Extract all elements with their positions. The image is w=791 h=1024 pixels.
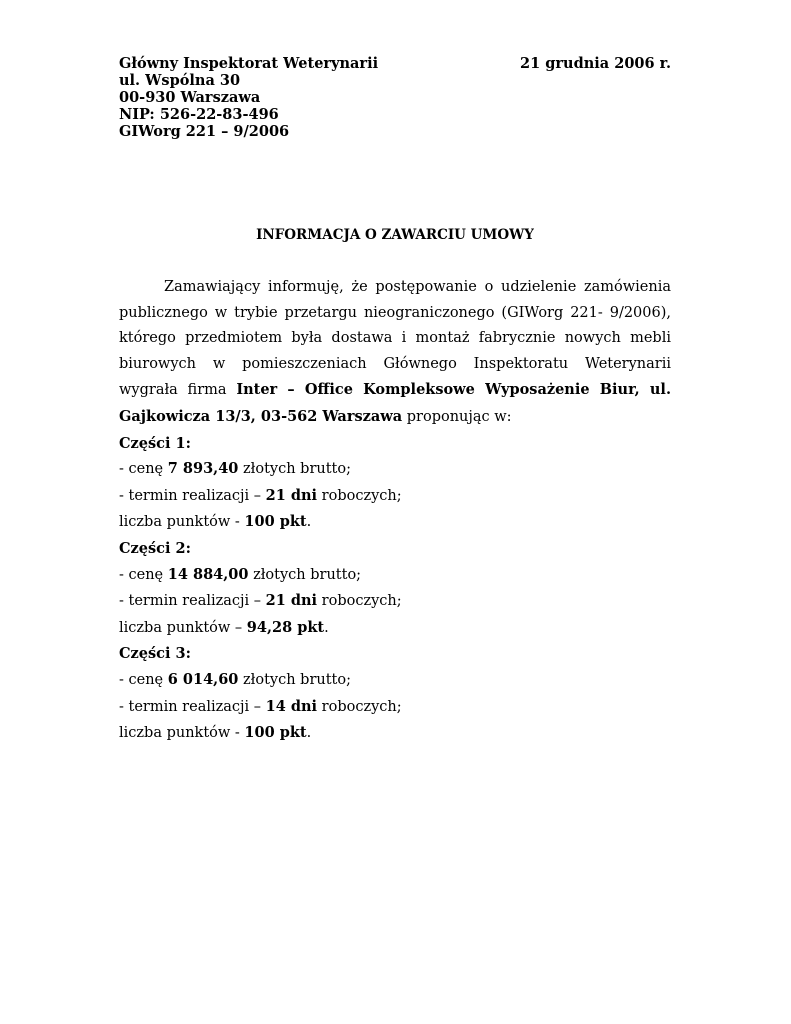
part-points: liczba punktów - 100 pkt.: [119, 724, 312, 742]
case-reference: GIWorg 221 – 9/2006: [119, 123, 290, 140]
part-2: [119, 536, 671, 641]
part-1: [119, 431, 671, 536]
part-term: - termin realizacji – 21 dni roboczych;: [119, 592, 402, 610]
part-heading: Części 3:: [119, 645, 191, 663]
part-term: - termin realizacji – 21 dni roboczych;: [119, 486, 402, 504]
intro-suffix: proponując w:: [402, 408, 512, 425]
part-price: - cenę 14 884,00 złotych brutto;: [119, 565, 362, 583]
part-heading: Części 2:: [119, 539, 191, 557]
sender-city: 00-930 Warszawa: [119, 89, 261, 106]
part-term: - termin realizacji – 14 dni roboczych;: [119, 697, 402, 715]
part-3: [119, 641, 671, 746]
part-price: - cenę 7 893,40 złotych brutto;: [119, 460, 351, 478]
part-price: - cenę 6 014,60 złotych brutto;: [119, 670, 351, 688]
price-value: 6 014,60: [167, 670, 239, 688]
term-value: 21 dni: [265, 592, 318, 610]
sender-nip: NIP: 526-22-83-496: [119, 106, 279, 123]
points-value: 94,28 pkt: [246, 618, 325, 636]
intro-text: Zamawiający informuję, że postępowanie o udzielenie zamówienia publicznego w trybie przetargu nieograniczonego (GIWorg 221- 9/2006), którego przedmiotem była dostawa i montaż fabrycznie nowych mebli biurowych w pomieszczeniach Głównego Inspektoratu Weterynarii wygrała firma: [119, 279, 671, 399]
winner-name: Inter – Office Kompleksowe Wyposażenie Biur, ul. Gajkowicza 13/3, 03-562 Warszawa: [119, 381, 671, 425]
document-title: INFORMACJA O ZAWARCIU UMOWY: [256, 227, 534, 243]
points-value: 100 pkt: [244, 513, 307, 531]
intro-paragraph: [119, 275, 671, 431]
part-heading: Części 1:: [119, 434, 191, 452]
term-value: 14 dni: [265, 697, 318, 715]
points-value: 100 pkt: [244, 724, 307, 742]
sender-street: ul. Wspólna 30: [119, 72, 241, 89]
sender-name: Główny Inspektorat Weterynarii: [119, 55, 379, 72]
document-body: [119, 275, 671, 747]
part-points: liczba punktów – 94,28 pkt.: [119, 618, 329, 636]
price-value: 14 884,00: [167, 565, 249, 583]
sender-header: [119, 55, 671, 140]
document-date: 21 grudnia 2006 r.: [520, 55, 671, 72]
term-value: 21 dni: [265, 486, 318, 504]
price-value: 7 893,40: [167, 460, 239, 478]
part-points: liczba punktów - 100 pkt.: [119, 513, 312, 531]
